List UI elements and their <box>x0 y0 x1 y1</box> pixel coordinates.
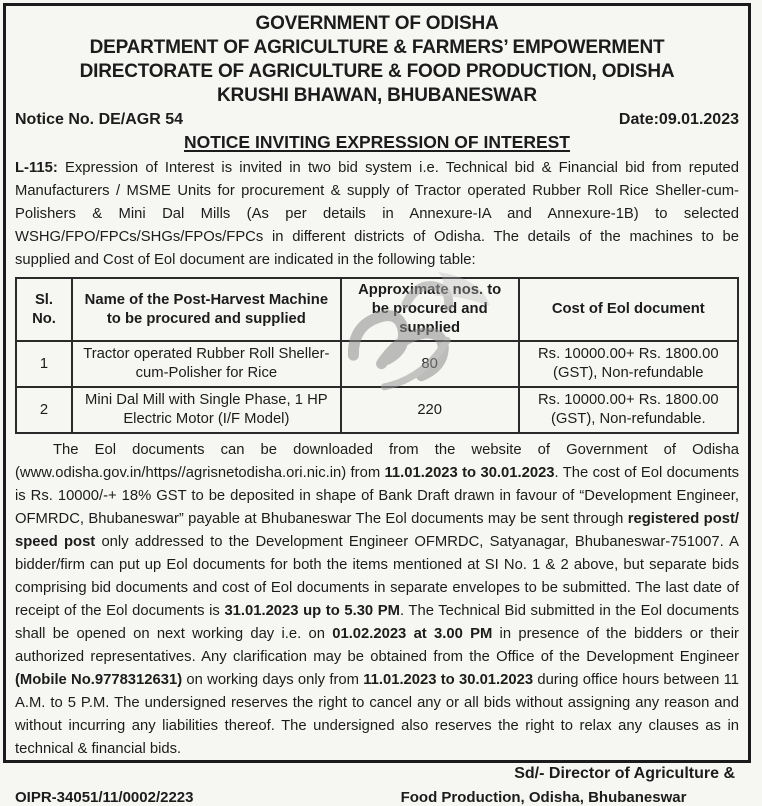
cell-qty: 220 <box>341 387 519 433</box>
notice-meta-row <box>15 111 739 129</box>
cell-sl: 2 <box>16 387 72 433</box>
body-paragraph: The Eol documents can be downloaded from the website of Government of Odisha (www.odisha.gov.in/https//agrisnetodisha.ori.nic.in) from 11.01.2023 to 30.01.2023. The cost of Eol documents is Rs. 10000/-+ 18% GST to be deposited in shape of Bank Draft drawn in favour of “Development Engineer, OFMRDC, Bhubaneswar” payable at Bhubaneswar The Eol documents may be sent through registered post/ speed post only addressed to the Development Engineer OFMRDC, Satyanagar, Bhubaneswar-751007. A bidder/firm can put up Eol documents for both the items mentioned at SI No. 1 & 2 above, but separate bids comprising bid documents and cost of Eol documents in separate envelopes to be submitted. The last date of receipt of the Eol documents is 31.01.2023 up to 5.30 PM. The Technical Bid submitted in the Eol documents shall be opened on next working day i.e. on 01.02.2023 at 3.00 PM in presence of the bidders or their authorized representatives. Any clarification may be obtained from the Office of the Development Engineer (Mobile No.9778312631) on working days only from 11.01.2023 to 30.01.2023 during office hours between 11 A.M. to 5 P.M. The undersigned reserves the right to cancel any or all bids without assigning any reason and without incurring any liabilities thereof. The undersigned also reserves the right to relax any clauses as in technical & financial bids. <box>15 442 739 757</box>
cell-cost: Rs. 10000.00+ Rs. 1800.00 (GST), Non-refundable <box>519 341 738 387</box>
header-cost: Cost of Eol document <box>519 278 738 341</box>
notice-number: Notice No. DE/AGR 54 <box>15 111 184 128</box>
table-header-row <box>16 278 738 341</box>
footer-row <box>15 789 739 806</box>
org-line-directorate: DIRECTORATE OF AGRICULTURE & FOOD PRODUCTION, ODISHA <box>79 61 675 82</box>
org-line-government: GOVERNMENT OF ODISHA <box>255 13 499 34</box>
header-machine-name: Name of the Post-Harvest Machine to be procured and supplied <box>72 278 341 341</box>
org-line-address: KRUSHI BHAWAN, BHUBANESWAR <box>217 85 537 106</box>
notice-date: Date:09.01.2023 <box>618 111 739 128</box>
table-row <box>16 341 738 387</box>
page-title: NOTICE INVITING EXPRESSION OF INTEREST <box>183 132 571 152</box>
oipr-code: OIPR-34051/11/0002/2223 <box>15 789 194 806</box>
table-row <box>16 387 738 433</box>
cell-qty: 80 <box>341 341 519 387</box>
letterhead <box>15 12 739 108</box>
machine-cost-table <box>15 277 739 434</box>
signature-line: Sd/- Director of Agriculture & <box>514 765 735 782</box>
cell-sl: 1 <box>16 341 72 387</box>
cell-machine-name: Tractor operated Rubber Roll Sheller-cum-Polisher for Rice <box>72 341 341 387</box>
org-line-department: DEPARTMENT OF AGRICULTURE & FARMERS’ EMPOWERMENT <box>89 37 665 58</box>
cell-machine-name: Mini Dal Mill with Single Phase, 1 HP Electric Motor (I/F Model) <box>72 387 341 433</box>
notice-page <box>3 3 751 806</box>
header-sl-no: Sl. No. <box>16 278 72 341</box>
intro-paragraph: L-115: Expression of Interest is invited in two bid system i.e. Technical bid & Financial bid from reputed Manufacturers / MSME Units for procurement & supply of Tractor operated Rubber Roll Rice Sheller-cum-Polishers & Mini Dal Mills (As per details in Annexure-IA and Annexure-1B) to selected WSHG/FPO/FPCs/SHGs/FPOs/FPCs in different districts of Odisha. The details of the machines to be supplied and Cost of Eol document are indicated in the following table: <box>15 160 739 268</box>
signature-line-2: Food Production, Odisha, Bhubaneswar <box>400 789 687 806</box>
cell-cost: Rs. 10000.00+ Rs. 1800.00 (GST), Non-refundable. <box>519 387 738 433</box>
header-approx-nos: Approximate nos. to be procured and supplied <box>341 278 519 341</box>
